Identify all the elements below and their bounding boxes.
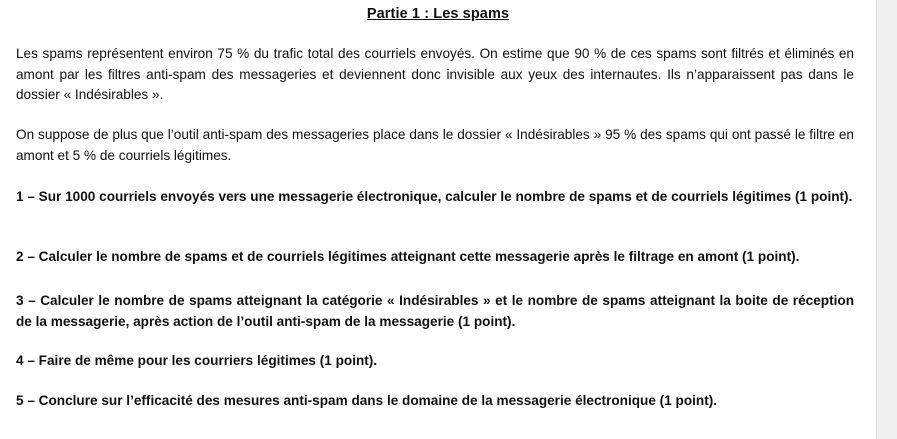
assumption-paragraph: On suppose de plus que l’outil anti-spam des messageries place dans le dossier « Indésirables » 95 % des spams qui ont passé le filtre en amont et 5 % de courriels légitimes. (16, 127, 854, 163)
question-1: 1 – Sur 1000 courriels envoyés vers une messagerie électronique, calculer le nombre de spams et de courriels légitimes (1 point). (16, 189, 853, 204)
section-title: Partie 1 : Les spams (366, 6, 510, 22)
vertical-scrollbar[interactable] (876, 0, 897, 439)
question-4: 4 – Faire de même pour les courriers légitimes (1 point). (16, 353, 378, 368)
question-3: 3 – Calculer le nombre de spams atteignant la catégorie « Indésirables » et le nombre de spams atteignant la boite de réception de la messagerie, après action de l’outil anti-spam de la messagerie (1 point). (16, 293, 854, 329)
question-2: 2 – Calculer le nombre de spams et de courriels légitimes atteignant cette messagerie après le filtrage en amont (1 point). (16, 249, 800, 264)
question-5: 5 – Conclure sur l’efficacité des mesures anti-spam dans le domaine de la messagerie électronique (1 point). (16, 393, 718, 408)
intro-paragraph: Les spams représentent environ 75 % du trafic total des courriels envoyés. On estime que 90 % de ces spams sont filtrés et éliminés en amont par les filtres anti-spam des messageries et deviennent donc invisible aux yeux des internautes. Ils n’apparaissent pas dans le dossier « Indésirables ». (16, 46, 854, 102)
